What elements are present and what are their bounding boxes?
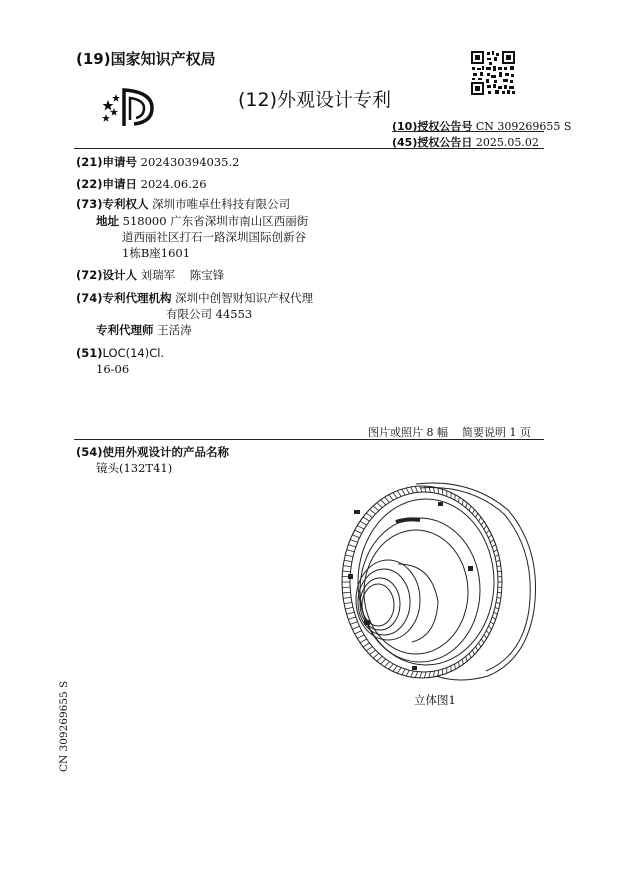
- knurl-tooth: [415, 672, 418, 678]
- knurl-tooth: [357, 635, 364, 639]
- knurl-tooth: [438, 670, 439, 676]
- knurl-tooth: [484, 526, 487, 530]
- knurl-tooth: [385, 497, 390, 502]
- pub-no-value: CN 309269655 S: [475, 120, 572, 133]
- knurl-tooth: [411, 671, 414, 677]
- knurl-tooth: [343, 566, 351, 567]
- knurl-tooth: [389, 495, 393, 500]
- knurl-tooth: [373, 506, 379, 511]
- knurl-tooth: [348, 545, 356, 547]
- knurl-tooth: [472, 509, 474, 514]
- knurl-tooth: [472, 650, 474, 655]
- knurl-tooth: [481, 521, 484, 525]
- knurl-tooth: [433, 671, 434, 677]
- knurl-tooth: [496, 560, 500, 561]
- knurl-tooth: [402, 669, 406, 675]
- knurl-tooth: [373, 653, 379, 658]
- knurl-tooth: [476, 513, 478, 517]
- knurl-tooth: [498, 592, 502, 593]
- knurl-tooth: [429, 672, 430, 678]
- knurl-tooth: [492, 545, 496, 547]
- knurl-tooth: [352, 535, 359, 538]
- knurl-tooth: [355, 631, 362, 634]
- knurl-tooth: [352, 626, 359, 629]
- section-rule: [74, 439, 544, 440]
- product-name-value: 镜头(132T41): [96, 461, 173, 475]
- knurl-tooth: [355, 530, 362, 533]
- knurl-tooth: [406, 670, 409, 676]
- knurl-tooth: [343, 597, 351, 598]
- loc-value: 16-06: [96, 362, 130, 376]
- knurl-tooth: [347, 550, 355, 552]
- knurl-tooth: [343, 592, 351, 593]
- knurl-tooth: [343, 571, 351, 572]
- knurl-tooth: [488, 626, 491, 629]
- knurl-tooth: [466, 503, 467, 508]
- patent-type-name: 外观设计专利: [277, 89, 392, 111]
- knurl-tooth: [370, 509, 376, 514]
- lens-perspective-drawing: [320, 470, 550, 690]
- knurl-tooth: [360, 521, 367, 525]
- knurl-tooth: [360, 639, 367, 643]
- knurl-tooth: [424, 672, 426, 678]
- knurl-tooth: [377, 656, 382, 661]
- knurl-tooth: [415, 486, 418, 492]
- address: 地址 518000 广东省深圳市南山区西丽街: [96, 214, 309, 228]
- pub-date-label: 授权公告日: [417, 136, 473, 149]
- qr-code-icon: [470, 50, 516, 96]
- patentee-value: 深圳市唯卓仕科技有限公司: [152, 197, 291, 211]
- knurl-tooth: [344, 560, 352, 561]
- knurl-tooth: [486, 631, 489, 634]
- patent-agent-value: 王活涛: [157, 323, 192, 337]
- address-line-1: 518000 广东省深圳市南山区西丽街: [122, 214, 309, 228]
- knurl-tooth: [381, 500, 386, 505]
- knurl-tooth: [498, 571, 502, 572]
- knurl-tooth: [363, 517, 369, 521]
- patent-agent: 专利代理师 王活涛: [96, 323, 192, 337]
- knurl-tooth: [495, 555, 499, 557]
- knurl-tooth: [486, 530, 489, 533]
- knurl-tooth: [481, 639, 484, 643]
- knurl-tooth: [393, 666, 397, 672]
- address-line-3: 1栋B座1601: [122, 246, 191, 260]
- header-rule-main: [74, 148, 544, 149]
- knurl-tooth: [497, 597, 501, 598]
- knurl-tooth: [488, 535, 491, 538]
- knurl-tooth: [495, 607, 499, 609]
- knurl-tooth: [459, 662, 460, 667]
- application-date: (22)申请日 2024.06.26: [76, 177, 207, 191]
- publication-number: (10)授权公告号 CN 309269655 S: [392, 120, 572, 133]
- knurl-tooth: [479, 643, 481, 647]
- knurl-tooth: [494, 550, 498, 552]
- knurl-tooth: [497, 566, 501, 567]
- pub-no-label: 授权公告号: [417, 120, 473, 133]
- agency-line-1: 深圳中创智财知识产权代理: [175, 291, 314, 305]
- knurl-tooth: [350, 540, 357, 543]
- header-rule-a: [392, 131, 544, 132]
- knurl-tooth: [366, 647, 372, 651]
- application-number: (21)申请号 202430394035.2: [76, 155, 240, 169]
- office-header: [76, 48, 216, 69]
- product-name-heading: (54)使用外观设计的产品名称: [76, 445, 230, 459]
- knurl-tooth: [344, 602, 352, 603]
- office-code: (19): [76, 50, 111, 68]
- knurl-tooth: [345, 607, 353, 609]
- knurl-tooth: [381, 659, 386, 664]
- knurl-tooth: [397, 491, 401, 497]
- knurl-tooth: [385, 662, 390, 667]
- knurl-tooth: [494, 612, 498, 614]
- patent-agency: (74)专利代理机构 深圳中创智财知识产权代理: [76, 291, 314, 305]
- knurl-tooth: [462, 659, 463, 664]
- knurl-tooth: [438, 488, 439, 494]
- knurl-tooth: [377, 503, 382, 508]
- knurl-tooth: [402, 489, 406, 495]
- designer-value: 刘瑞军 陈宝锋: [140, 268, 225, 282]
- knurl-tooth: [424, 486, 426, 492]
- knurl-tooth: [347, 612, 355, 614]
- address-line-2: 道西丽社区打石一路深圳国际创新谷: [122, 230, 306, 244]
- knurl-tooth: [406, 488, 409, 494]
- knurl-tooth: [363, 643, 369, 647]
- pages-note: 图片或照片 8 幅 简要说明 1 页: [368, 426, 531, 439]
- loc-classification: (51)LOC(14)Cl.: [76, 346, 165, 360]
- side-publication-number: CN 309269655 S: [58, 680, 70, 772]
- knurl-tooth: [479, 517, 481, 521]
- knurl-tooth: [357, 526, 364, 530]
- agency-line-2: 有限公司 44553: [166, 307, 253, 321]
- knurl-tooth: [469, 653, 471, 658]
- knurl-tooth: [496, 602, 500, 603]
- patentee: (73)专利权人 深圳市唯卓仕科技有限公司: [76, 197, 291, 211]
- knurl-tooth: [476, 647, 478, 651]
- knurl-tooth: [345, 555, 353, 557]
- knurl-tooth: [462, 500, 463, 505]
- knurl-tooth: [350, 622, 357, 625]
- knurl-tooth: [366, 513, 372, 517]
- knurl-tooth: [411, 487, 414, 493]
- knurl-tooth: [420, 672, 422, 678]
- patent-type-title: [238, 85, 391, 112]
- pub-date-value: 2025.05.02: [475, 136, 539, 149]
- knurl-tooth: [469, 506, 471, 511]
- knurl-tooth: [484, 635, 487, 639]
- knurl-tooth: [492, 617, 496, 619]
- application-date-value: 2024.06.26: [140, 177, 207, 191]
- knurl-tooth: [420, 486, 422, 492]
- knurl-tooth: [393, 493, 397, 499]
- publication-date: (45)授权公告日 2025.05.02: [392, 136, 539, 149]
- knurl-tooth: [397, 668, 401, 674]
- knurl-tooth: [466, 656, 467, 661]
- knurl-tooth: [490, 540, 493, 543]
- knurl-tooth: [490, 622, 493, 625]
- patent-type-code: (12): [238, 89, 278, 111]
- designer: (72)设计人 刘瑞军 陈宝锋: [76, 268, 225, 282]
- office-name: 国家知识产权局: [110, 50, 216, 68]
- figure-caption: 立体图1: [414, 693, 456, 707]
- knurl-tooth: [459, 497, 460, 502]
- knurl-tooth: [348, 617, 356, 619]
- knurl-tooth: [370, 650, 376, 655]
- cnipa-logo-icon: [100, 86, 160, 128]
- application-number-value: 202430394035.2: [140, 155, 240, 169]
- knurl-tooth: [389, 664, 393, 669]
